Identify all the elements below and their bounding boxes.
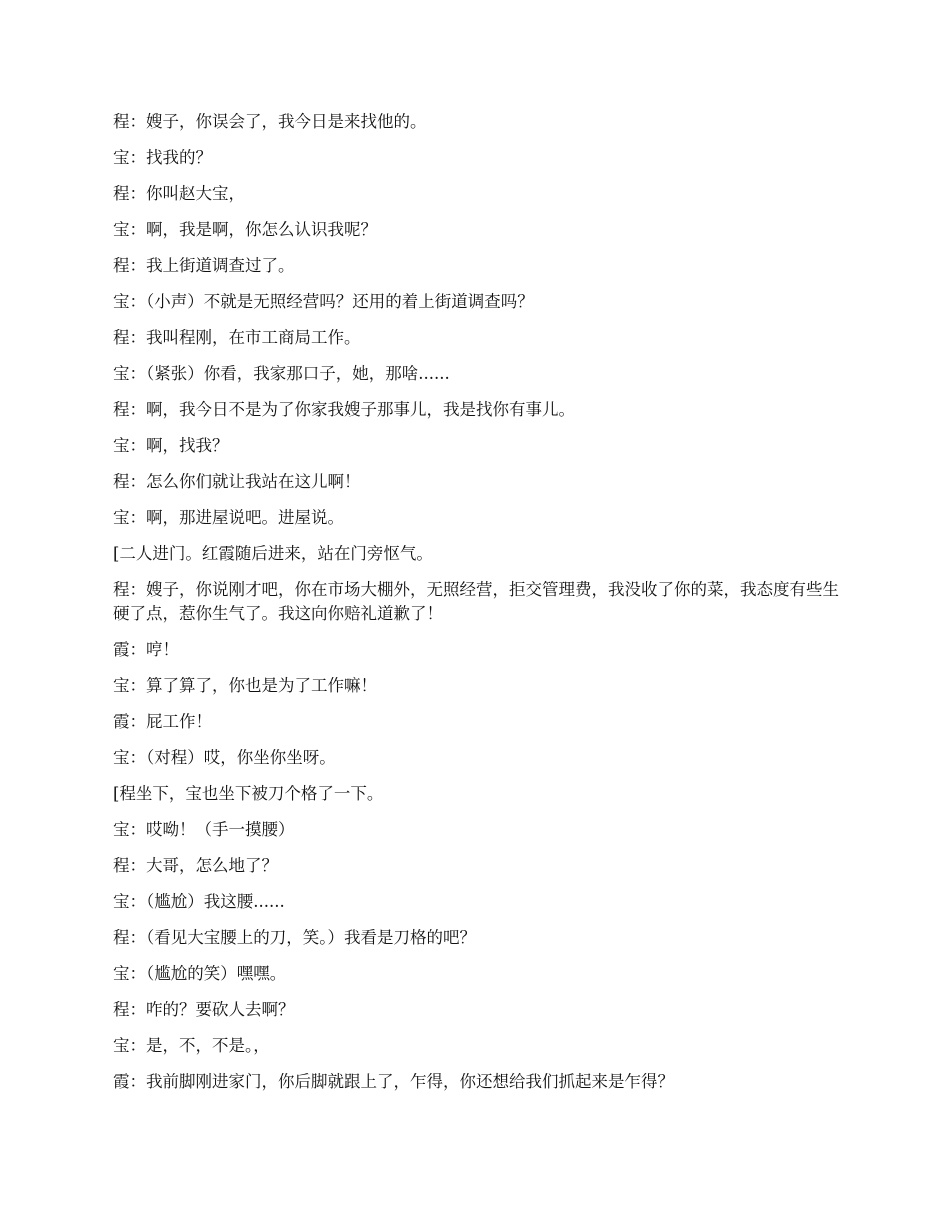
dialogue-line: 霞：屁工作！ [113, 712, 212, 731]
dialogue-line: 程：我上街道调查过了。 [113, 256, 295, 275]
dialogue-line: 程：大哥，怎么地了？ [113, 856, 278, 875]
dialogue-line: 宝：（尴尬）我这腰...... [113, 892, 285, 911]
dialogue-line: 程：嫂子，你说刚才吧，你在市场大棚外，无照经营，拒交管理费，我没收了你的菜，我态度有些生硬了点，惹你生气了。我这向你赔礼道歉了！ [113, 580, 839, 623]
stage-direction: [程坐下，宝也坐下被刀个格了一下。 [113, 784, 384, 803]
stage-direction: [二人进门。红霞随后进来，站在门旁怄气。 [113, 544, 433, 563]
dialogue-line: 霞：哼！ [113, 640, 179, 659]
dialogue-line: 程：我叫程刚，在市工商局工作。 [113, 328, 361, 347]
dialogue-line: 宝：（尴尬的笑）嘿嘿。 [113, 964, 287, 983]
dialogue-line: 宝：啊，那进屋说吧。进屋说。 [113, 508, 344, 527]
dialogue-line: 程：（看见大宝腰上的刀，笑。）我看是刀格的吧？ [113, 928, 476, 947]
script-text-body [113, 110, 843, 1106]
dialogue-line: 宝：啊，我是啊，你怎么认识我呢？ [113, 220, 377, 239]
dialogue-line: 宝：啊，找我？ [113, 436, 229, 455]
dialogue-line: 程：咋的？要砍人去啊？ [113, 1000, 295, 1019]
dialogue-line: 程：怎么你们就让我站在这儿啊！ [113, 472, 361, 491]
dialogue-line: 宝：找我的？ [113, 148, 212, 167]
dialogue-line: 宝：（紧张）你看，我家那口子，她，那啥...... [113, 364, 450, 383]
dialogue-line: 宝：算了算了，你也是为了工作嘛！ [113, 676, 377, 695]
dialogue-line: 程：你叫赵大宝， [113, 184, 245, 203]
dialogue-line: 宝：（小声）不就是无照经营吗？还用的着上街道调查吗？ [113, 292, 534, 311]
dialogue-line: 程：啊，我今日不是为了你家我嫂子那事儿，我是找你有事儿。 [113, 400, 575, 419]
dialogue-line: 程：嫂子，你误会了，我今日是来找他的。 [113, 112, 427, 131]
dialogue-line: 宝：（对程）哎，你坐你坐呀。 [113, 748, 336, 767]
dialogue-line: 宝：是，不，不是。， [113, 1036, 270, 1055]
dialogue-line: 宝：哎呦！（手一摸腰） [113, 820, 295, 839]
dialogue-line: 霞：我前脚刚进家门，你后脚就跟上了，乍得，你还想给我们抓起来是乍得？ [113, 1072, 674, 1091]
